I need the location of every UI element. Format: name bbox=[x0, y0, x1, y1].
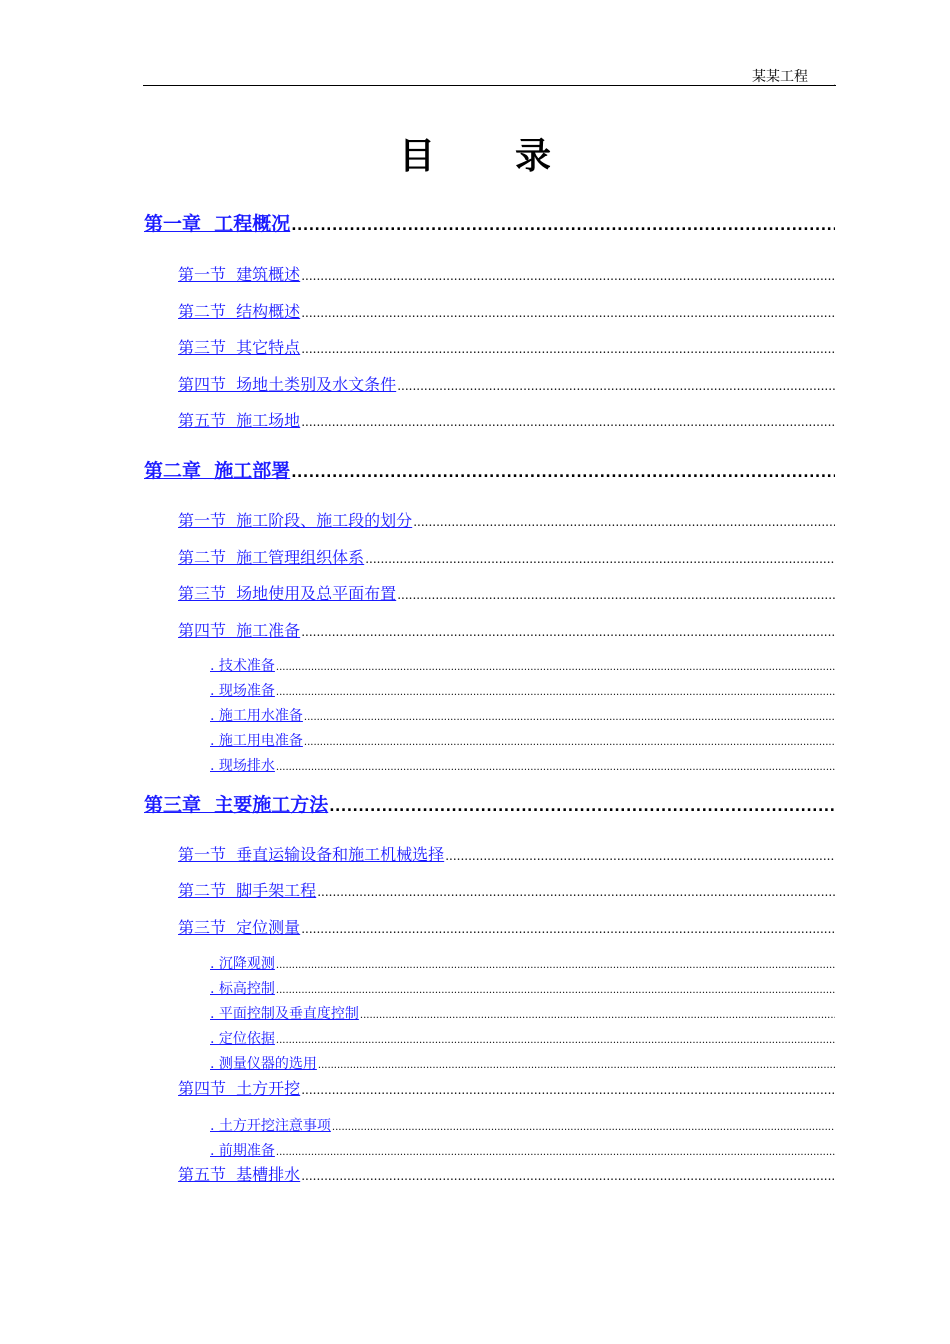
toc-link[interactable]: 第四节 施工准备 bbox=[178, 621, 301, 640]
toc-entry bbox=[178, 545, 835, 568]
toc-link[interactable]: 第三章 主要施工方法 bbox=[144, 794, 329, 816]
dot-leader bbox=[291, 218, 835, 234]
toc-entry bbox=[178, 915, 835, 938]
toc-entry bbox=[178, 508, 835, 531]
toc-link[interactable]: 第三节 定位测量 bbox=[178, 918, 301, 937]
toc-link[interactable]: 第二章 施工部署 bbox=[144, 460, 291, 482]
toc-link[interactable]: . 土方开挖注意事项 bbox=[210, 1118, 331, 1134]
dot-leader bbox=[276, 1035, 835, 1046]
toc-link[interactable]: . 标高控制 bbox=[210, 981, 275, 997]
toc-entry bbox=[178, 262, 835, 285]
header-dot: . bbox=[833, 78, 837, 89]
toc-entry bbox=[210, 1003, 835, 1023]
toc-link[interactable]: 第一章 工程概况 bbox=[144, 213, 291, 235]
dot-leader bbox=[318, 1060, 835, 1071]
dot-leader bbox=[332, 1122, 835, 1133]
toc-entry bbox=[178, 581, 835, 604]
toc-link[interactable]: 第四节 场地土类别及水文条件 bbox=[178, 375, 397, 394]
toc-entry bbox=[210, 705, 835, 725]
toc-entry bbox=[210, 680, 835, 700]
toc-link[interactable]: 第二节 脚手架工程 bbox=[178, 881, 317, 900]
toc-link[interactable]: 第三节 其它特点 bbox=[178, 338, 301, 357]
toc-entry bbox=[210, 1053, 835, 1073]
toc-link[interactable]: 第三节 场地使用及总平面布置 bbox=[178, 584, 397, 603]
title-char-2: 录 bbox=[515, 136, 552, 177]
toc-entry bbox=[178, 408, 835, 431]
toc-link[interactable]: . 施工用电准备 bbox=[210, 733, 303, 749]
dot-leader bbox=[301, 922, 835, 936]
dot-leader bbox=[276, 662, 835, 673]
toc-link[interactable]: 第五节 施工场地 bbox=[178, 411, 301, 430]
dot-leader bbox=[276, 960, 835, 971]
toc-entry bbox=[178, 299, 835, 322]
dot-leader bbox=[301, 1169, 835, 1183]
toc-entry bbox=[210, 1115, 835, 1135]
dot-leader bbox=[276, 687, 835, 698]
toc-link[interactable]: . 定位依据 bbox=[210, 1031, 275, 1047]
toc-entry bbox=[210, 978, 835, 998]
toc-entry bbox=[210, 1140, 835, 1160]
title-char-1: 目 bbox=[398, 136, 435, 177]
toc-link[interactable]: . 测量仪器的选用 bbox=[210, 1056, 317, 1072]
toc-entry bbox=[178, 1076, 835, 1099]
dot-leader bbox=[301, 306, 835, 320]
toc-entry bbox=[210, 1028, 835, 1048]
dot-leader bbox=[317, 885, 835, 899]
toc-link[interactable]: 第二节 结构概述 bbox=[178, 302, 301, 321]
toc-entry bbox=[210, 953, 835, 973]
toc-entry bbox=[210, 755, 835, 775]
header-rule bbox=[143, 85, 836, 86]
dot-leader bbox=[301, 342, 835, 356]
toc-entry bbox=[144, 790, 835, 817]
dot-leader bbox=[329, 799, 835, 815]
toc-entry bbox=[178, 335, 835, 358]
toc-link[interactable]: . 现场排水 bbox=[210, 758, 275, 774]
dot-leader bbox=[291, 465, 835, 481]
dot-leader bbox=[365, 552, 835, 566]
toc-link[interactable]: . 沉降观测 bbox=[210, 956, 275, 972]
dot-leader bbox=[301, 1083, 835, 1097]
page-title bbox=[0, 128, 950, 179]
dot-leader bbox=[276, 1147, 835, 1158]
dot-leader bbox=[301, 415, 835, 429]
dot-leader bbox=[276, 985, 835, 996]
dot-leader bbox=[397, 379, 835, 393]
toc-link[interactable]: . 现场准备 bbox=[210, 683, 275, 699]
toc-entry bbox=[178, 618, 835, 641]
toc-entry bbox=[144, 456, 835, 483]
toc-entry bbox=[178, 1162, 835, 1185]
page-header: 某某工程 bbox=[752, 69, 808, 85]
dot-leader bbox=[304, 712, 835, 723]
toc-link[interactable]: 第二节 施工管理组织体系 bbox=[178, 548, 365, 567]
toc-entry bbox=[210, 730, 835, 750]
toc-entry bbox=[178, 372, 835, 395]
toc-link[interactable]: 第一节 施工阶段、施工段的划分 bbox=[178, 511, 413, 530]
dot-leader bbox=[413, 515, 835, 529]
toc-link[interactable]: . 前期准备 bbox=[210, 1143, 275, 1159]
toc-link[interactable]: . 施工用水准备 bbox=[210, 708, 303, 724]
toc-link[interactable]: 第四节 土方开挖 bbox=[178, 1079, 301, 1098]
dot-leader bbox=[304, 737, 835, 748]
dot-leader bbox=[360, 1010, 835, 1021]
toc-entry bbox=[178, 878, 835, 901]
toc-link[interactable]: 第一节 垂直运输设备和施工机械选择 bbox=[178, 845, 445, 864]
dot-leader bbox=[276, 762, 835, 773]
dot-leader bbox=[301, 625, 835, 639]
toc-link[interactable]: . 技术准备 bbox=[210, 658, 275, 674]
toc-entry bbox=[210, 655, 835, 675]
toc-entry bbox=[144, 209, 835, 236]
toc-entry bbox=[178, 842, 835, 865]
toc-link[interactable]: . 平面控制及垂直度控制 bbox=[210, 1006, 359, 1022]
dot-leader bbox=[301, 269, 835, 283]
dot-leader bbox=[445, 849, 835, 863]
toc-link[interactable]: 第一节 建筑概述 bbox=[178, 265, 301, 284]
toc-link[interactable]: 第五节 基槽排水 bbox=[178, 1165, 301, 1184]
dot-leader bbox=[397, 588, 835, 602]
